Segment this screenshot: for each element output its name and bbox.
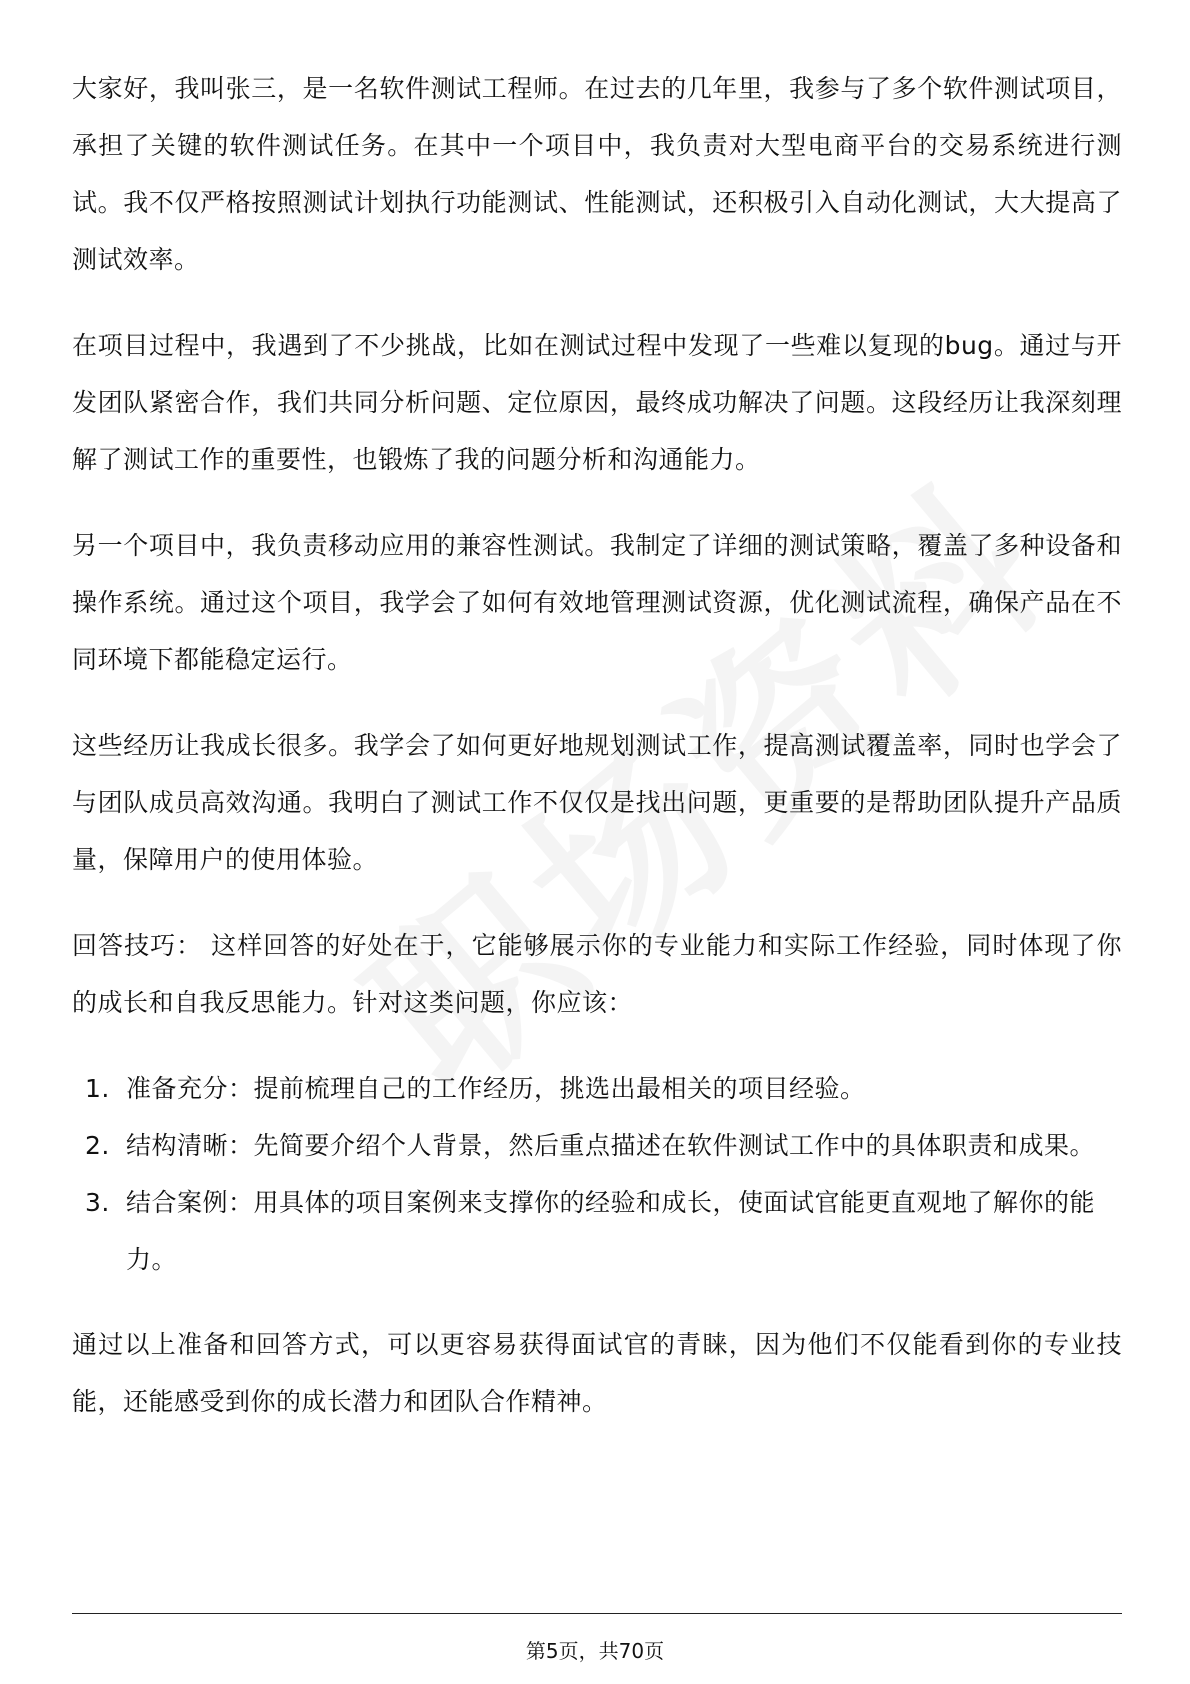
paragraph-challenges: 在项目过程中，我遇到了不少挑战，比如在测试过程中发现了一些难以复现的bug。通过与开发团队紧密合作，我们共同分析问题、定位原因，最终成功解决了问题。这段经历让我深刻理解了测试工作的重要性，也锻炼了我的问题分析和沟通能力。 (72, 331, 1122, 474)
document-body (72, 60, 1122, 1459)
list-item (72, 1060, 1122, 1117)
paragraph-intro: 大家好，我叫张三，是一名软件测试工程师。在过去的几年里，我参与了多个软件测试项目，承担了关键的软件测试任务。在其中一个项目中，我负责对大型电商平台的交易系统进行测试。我不仅严格按照测试计划执行功能测试、性能测试，还积极引入自动化测试，大大提高了测试效率。 (72, 74, 1122, 274)
paragraph-closing: 通过以上准备和回答方式，可以更容易获得面试官的青睐，因为他们不仅能看到你的专业技能，还能感受到你的成长潜力和团队合作精神。 (72, 1330, 1122, 1416)
footer-divider (72, 1613, 1122, 1614)
paragraph-compatibility: 另一个项目中，我负责移动应用的兼容性测试。我制定了详细的测试策略，覆盖了多种设备和操作系统。通过这个项目，我学会了如何有效地管理测试资源，优化测试流程，确保产品在不同环境下都能稳定运行。 (72, 531, 1122, 674)
list-item (72, 1174, 1122, 1288)
list-item-text: 结合案例：用具体的项目案例来支撑你的经验和成长，使面试官能更直观地了解你的能力。 (126, 1188, 1096, 1274)
page-number: 第5页，共70页 (525, 1639, 665, 1663)
list-item-text: 结构清晰：先简要介绍个人背景，然后重点描述在软件测试工作中的具体职责和成果。 (126, 1131, 1096, 1160)
list-item (72, 1117, 1122, 1174)
list-item-number: 1. (85, 1074, 110, 1103)
paragraph-growth: 这些经历让我成长很多。我学会了如何更好地规划测试工作，提高测试覆盖率，同时也学会了与团队成员高效沟通。我明白了测试工作不仅仅是找出问题，更重要的是帮助团队提升产品质量，保障用户的使用体验。 (72, 731, 1122, 874)
list-item-number: 2. (85, 1131, 110, 1160)
list-item-text: 准备充分：提前梳理自己的工作经历，挑选出最相关的项目经验。 (126, 1074, 866, 1103)
paragraph-answer-tips: 回答技巧： 这样回答的好处在于，它能够展示你的专业能力和实际工作经验，同时体现了你的成长和自我反思能力。针对这类问题，你应该： (72, 931, 1122, 1017)
tips-list (72, 1060, 1122, 1288)
list-item-number: 3. (85, 1188, 110, 1217)
